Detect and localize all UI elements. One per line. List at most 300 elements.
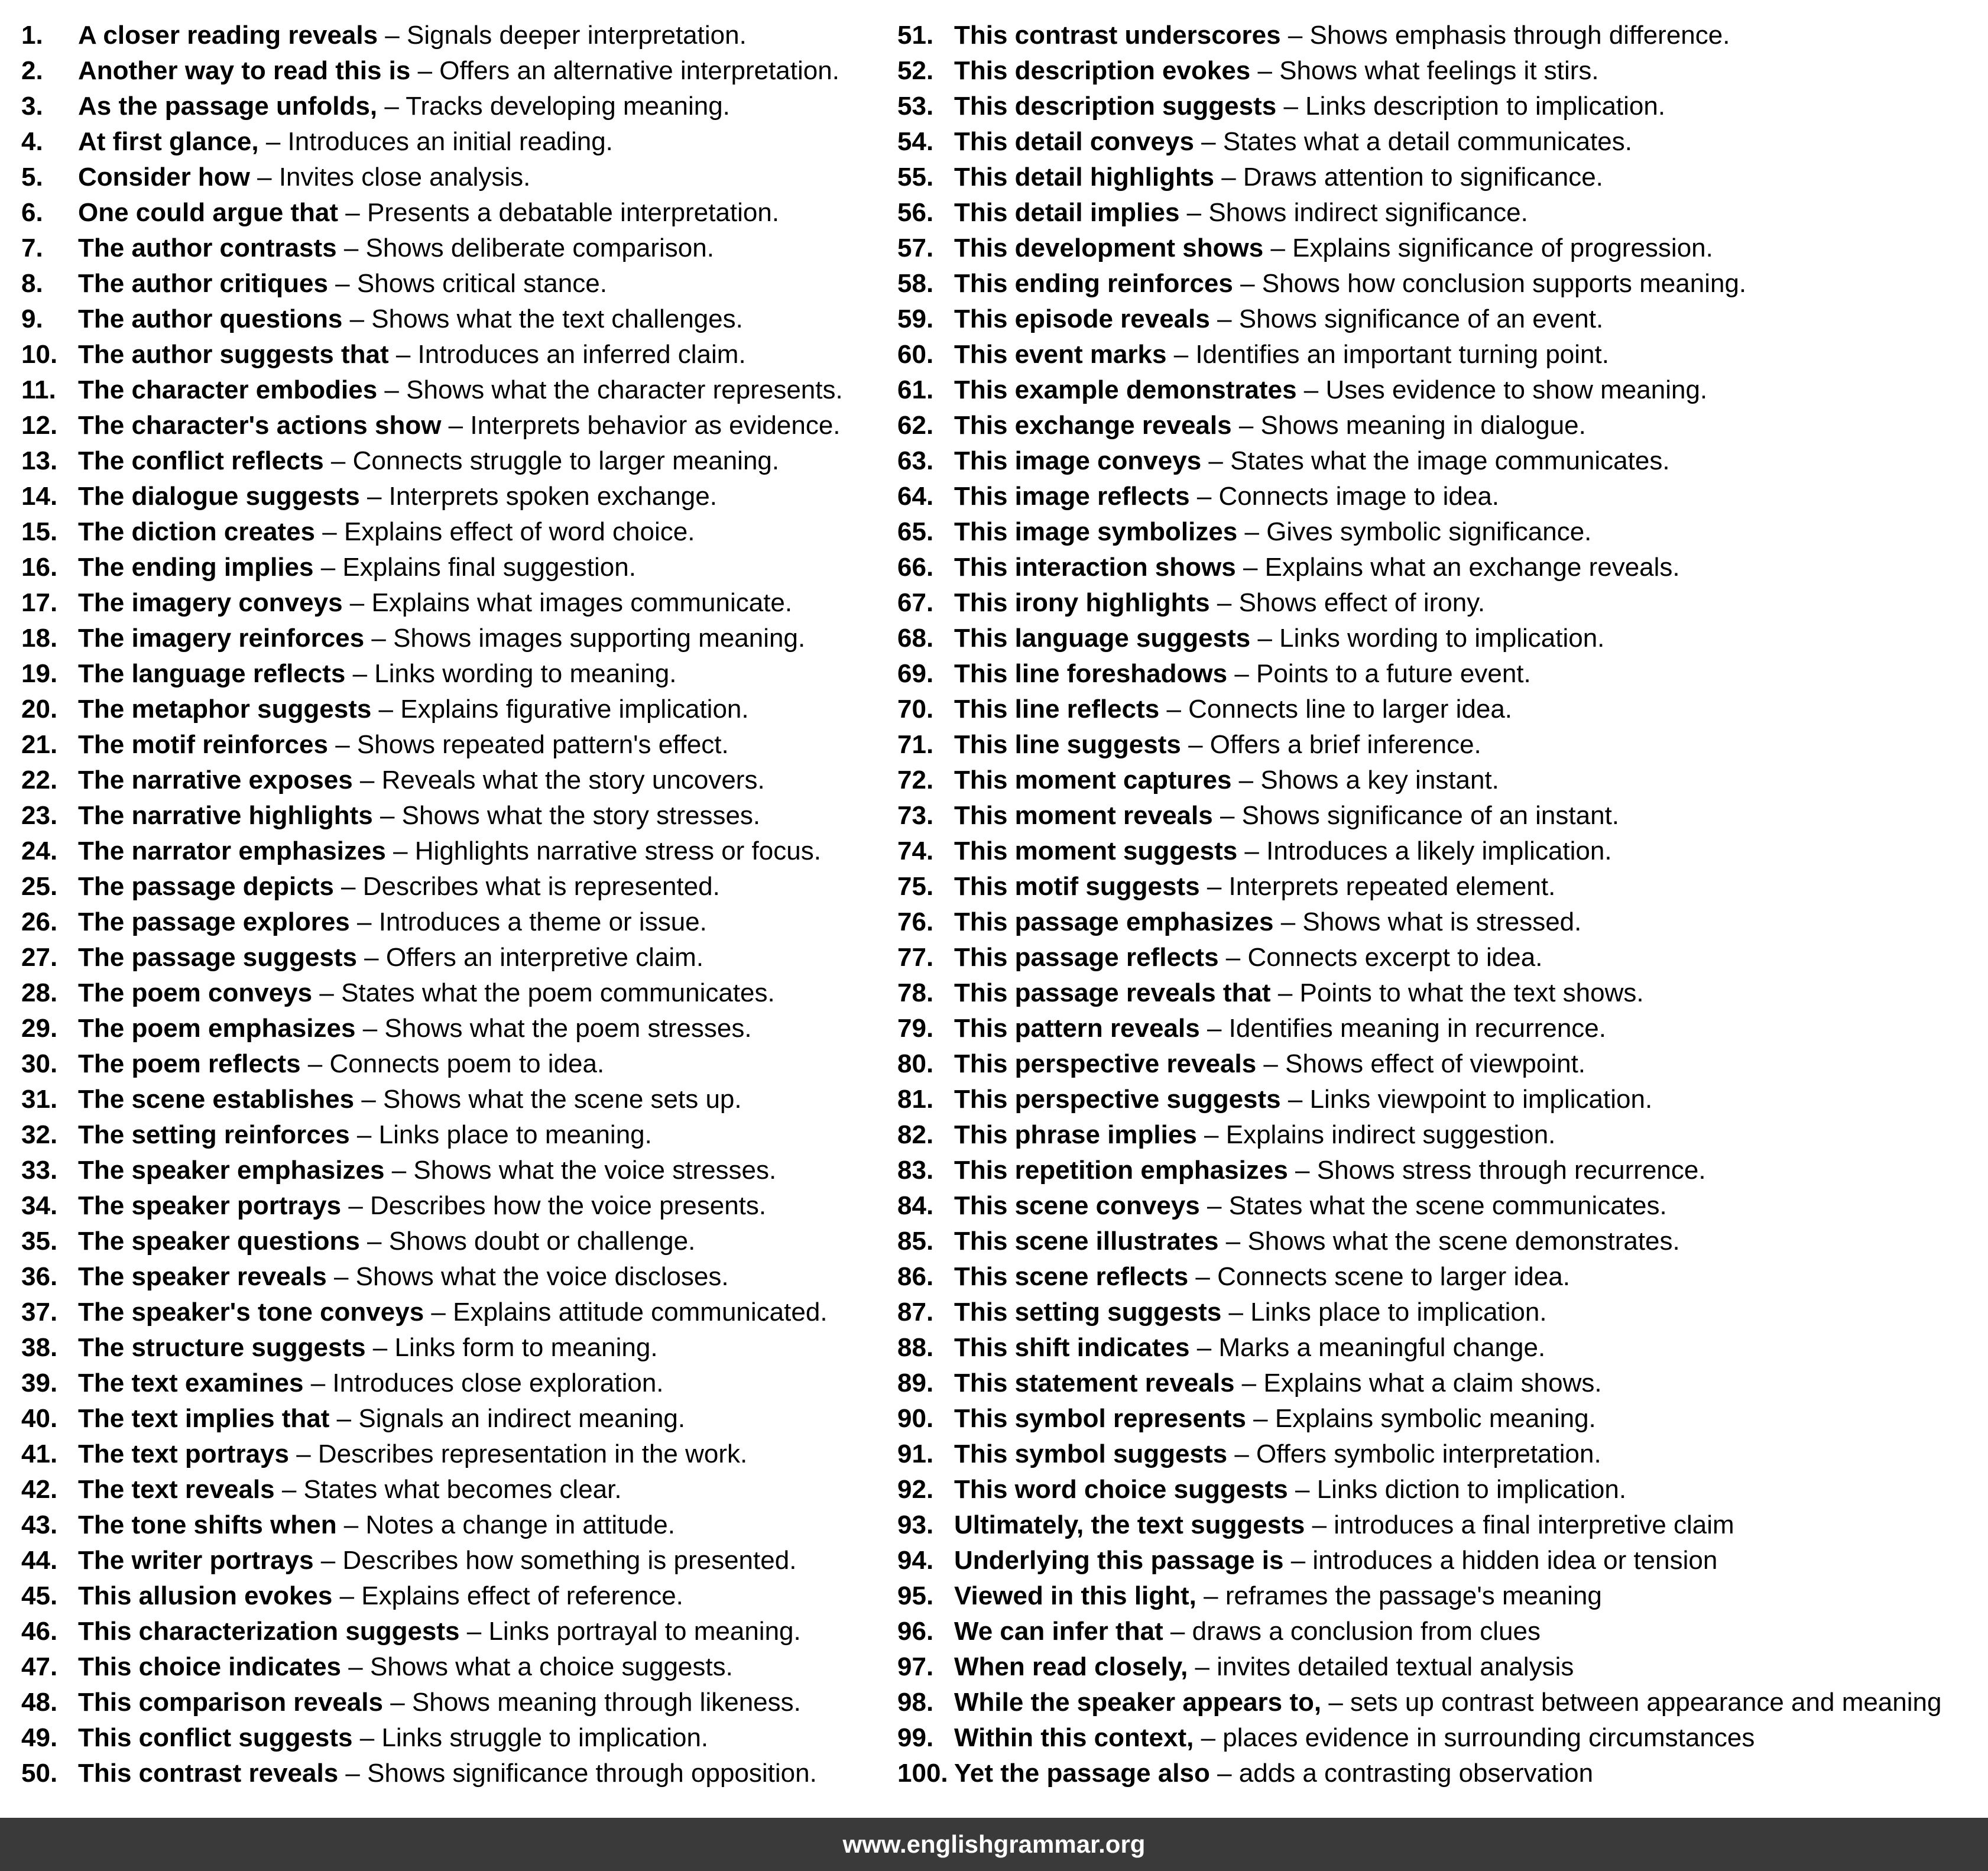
list-item [897, 1437, 1961, 1472]
item-number: 23. [21, 801, 58, 830]
item-number: 8. [21, 269, 43, 298]
item-number: 18. [21, 624, 58, 653]
item-number: 4. [21, 127, 43, 156]
list-item [21, 834, 897, 869]
item-separator: – [1209, 304, 1239, 333]
item-phrase: When read closely, [954, 1652, 1188, 1681]
footer-website[interactable]: www.englishgrammar.org [842, 1830, 1146, 1858]
item-text [78, 1330, 658, 1366]
item-separator: – [1196, 1120, 1226, 1149]
item-text [78, 1472, 622, 1507]
item-description: Shows meaning through likeness. [411, 1688, 801, 1717]
item-phrase: The passage suggests [78, 943, 357, 972]
item-phrase: This characterization suggests [78, 1617, 460, 1646]
item-phrase: This development shows [954, 234, 1264, 262]
item-separator: – [1263, 234, 1293, 262]
item-phrase: Ultimately, the text suggests [954, 1510, 1305, 1539]
item-separator: – [459, 1617, 489, 1646]
item-text [78, 869, 720, 904]
item-number: 84. [897, 1191, 934, 1220]
item-separator: – [1246, 1404, 1275, 1433]
item-description: Gives symbolic significance. [1266, 517, 1592, 546]
item-number: 17. [21, 588, 58, 617]
item-separator: – [1288, 1156, 1317, 1185]
item-number: 96. [897, 1617, 934, 1646]
item-phrase: The speaker portrays [78, 1191, 342, 1220]
list-item [21, 1614, 897, 1649]
item-separator: – [410, 56, 440, 85]
list-item [21, 1153, 897, 1188]
item-description: Shows critical stance. [356, 269, 607, 298]
item-number: 48. [21, 1688, 58, 1717]
item-description: Describes representation in the work. [317, 1439, 748, 1468]
list-item [897, 656, 1961, 692]
item-description: Describes how something is presented. [342, 1546, 797, 1575]
item-text [78, 656, 676, 692]
item-number: 12. [21, 411, 58, 440]
item-description: Shows what the poem stresses. [384, 1014, 752, 1043]
item-text [954, 1082, 1652, 1117]
item-text [78, 372, 843, 408]
list-item [897, 621, 1961, 656]
item-text [78, 621, 805, 656]
list-item [897, 1649, 1961, 1685]
item-description: Explains what images communicate. [371, 588, 793, 617]
item-text [954, 1011, 1606, 1046]
item-phrase: The speaker questions [78, 1227, 360, 1256]
item-separator: – [1221, 1298, 1251, 1327]
item-separator: – [1270, 978, 1300, 1007]
item-phrase: This episode reveals [954, 304, 1210, 333]
list-item [897, 89, 1961, 124]
item-number: 20. [21, 695, 58, 724]
list-item [21, 585, 897, 621]
item-number: 35. [21, 1227, 58, 1256]
item-text [78, 1082, 742, 1117]
item-description: Explains attitude communicated. [453, 1298, 828, 1327]
item-description: Signals an indirect meaning. [358, 1404, 686, 1433]
list-item [897, 1543, 1961, 1578]
item-phrase: The passage explores [78, 907, 350, 936]
item-description: Describes what is represented. [362, 872, 720, 901]
item-phrase: This passage emphasizes [954, 907, 1274, 936]
list-item [897, 443, 1961, 479]
list-item [21, 1720, 897, 1756]
item-separator: – [385, 836, 415, 865]
item-text [78, 585, 792, 621]
item-text [954, 1330, 1545, 1366]
item-number: 9. [21, 304, 43, 333]
item-separator: – [303, 1369, 333, 1397]
item-phrase: This image reflects [954, 482, 1190, 511]
item-separator: – [1212, 801, 1242, 830]
item-number: 56. [897, 198, 934, 227]
item-text [954, 1472, 1626, 1507]
item-description: Offers symbolic interpretation. [1256, 1439, 1601, 1468]
item-phrase: This line foreshadows [954, 659, 1228, 688]
item-text [78, 1259, 729, 1295]
list-item [897, 834, 1961, 869]
item-description: Offers an alternative interpretation. [439, 56, 839, 85]
item-phrase: This statement reveals [954, 1369, 1235, 1397]
item-separator: – [341, 1652, 370, 1681]
list-item [897, 1153, 1961, 1188]
item-phrase: This choice indicates [78, 1652, 342, 1681]
item-number: 70. [897, 695, 934, 724]
item-description: Shows images supporting meaning. [393, 624, 806, 653]
item-separator: – [372, 801, 402, 830]
item-phrase: The diction creates [78, 517, 316, 546]
list-item [21, 1224, 897, 1259]
item-number: 100. [897, 1759, 948, 1788]
item-text [78, 1720, 708, 1756]
item-separator: – [1166, 340, 1196, 369]
item-separator: – [1276, 92, 1306, 121]
item-separator: – [1218, 1227, 1248, 1256]
item-number: 34. [21, 1191, 58, 1220]
item-phrase: The author contrasts [78, 234, 337, 262]
item-number: 49. [21, 1723, 58, 1752]
item-text [954, 1685, 1941, 1720]
item-number: 76. [897, 907, 934, 936]
item-number: 82. [897, 1120, 934, 1149]
item-description: Explains indirect suggestion. [1225, 1120, 1556, 1149]
item-text [954, 1720, 1755, 1756]
item-phrase: Consider how [78, 163, 250, 192]
phrase-list [21, 18, 1972, 1791]
item-number: 15. [21, 517, 58, 546]
item-number: 75. [897, 872, 934, 901]
item-phrase: The motif reinforces [78, 730, 328, 759]
item-description: Shows what the scene sets up. [383, 1085, 742, 1114]
item-separator: – [342, 588, 372, 617]
list-item [897, 763, 1961, 798]
item-phrase: The author critiques [78, 269, 328, 298]
item-number: 21. [21, 730, 58, 759]
list-item [21, 443, 897, 479]
item-description: Connects poem to idea. [329, 1049, 605, 1078]
list-item [897, 1507, 1961, 1543]
item-phrase: Yet the passage also [954, 1759, 1210, 1788]
item-description: sets up contrast between appearance and meaning [1350, 1688, 1942, 1717]
item-description: Shows what the voice stresses. [413, 1156, 777, 1185]
item-phrase: This conflict suggests [78, 1723, 353, 1752]
item-text [954, 940, 1542, 975]
list-item [897, 1082, 1961, 1117]
phrase-column-left [21, 18, 897, 1791]
list-item [897, 798, 1961, 834]
item-number: 30. [21, 1049, 58, 1078]
item-separator: – [355, 1014, 385, 1043]
item-phrase: Within this context, [954, 1723, 1194, 1752]
item-description: Interprets behavior as evidence. [470, 411, 841, 440]
item-separator: – [383, 1688, 412, 1717]
item-phrase: The poem reflects [78, 1049, 301, 1078]
item-separator: – [1163, 1617, 1192, 1646]
item-phrase: This symbol suggests [954, 1439, 1228, 1468]
item-number: 85. [897, 1227, 934, 1256]
item-text [78, 834, 821, 869]
item-text [78, 443, 779, 479]
item-description: Shows meaning in dialogue. [1260, 411, 1586, 440]
item-separator: – [313, 553, 343, 582]
list-item [21, 692, 897, 727]
item-number: 36. [21, 1262, 58, 1291]
item-phrase: This moment captures [954, 766, 1232, 795]
item-phrase: The narrative exposes [78, 766, 353, 795]
item-text [78, 195, 779, 231]
item-number: 57. [897, 234, 934, 262]
item-description: Links diction to implication. [1316, 1475, 1627, 1504]
item-separator: – [1194, 1723, 1223, 1752]
item-description: Points to what the text shows. [1299, 978, 1644, 1007]
item-phrase: The imagery reinforces [78, 624, 365, 653]
item-description: Explains figurative implication. [400, 695, 749, 724]
list-item [21, 1295, 897, 1330]
item-text [954, 1295, 1547, 1330]
item-description: Marks a meaningful change. [1218, 1333, 1546, 1362]
item-phrase: The speaker emphasizes [78, 1156, 385, 1185]
item-number: 80. [897, 1049, 934, 1078]
item-phrase: The character embodies [78, 375, 378, 404]
list-item [897, 1224, 1961, 1259]
item-description: Links description to implication. [1305, 92, 1666, 121]
item-number: 92. [897, 1475, 934, 1504]
list-item [21, 1649, 897, 1685]
list-item [21, 1046, 897, 1082]
item-description: Shows emphasis through difference. [1309, 21, 1730, 50]
item-separator: – [313, 1546, 343, 1575]
list-item [21, 1330, 897, 1366]
item-separator: – [326, 1262, 356, 1291]
item-text [78, 231, 714, 266]
item-number: 42. [21, 1475, 58, 1504]
item-text [954, 89, 1665, 124]
item-text [78, 940, 703, 975]
item-description: Shows significance of an instant. [1241, 801, 1620, 830]
item-phrase: The writer portrays [78, 1546, 314, 1575]
item-text [78, 904, 707, 940]
item-text [954, 231, 1713, 266]
list-item [21, 1507, 897, 1543]
item-description: Notes a change in attitude. [365, 1510, 675, 1539]
item-phrase: The speaker's tone conveys [78, 1298, 424, 1327]
item-phrase: The poem emphasizes [78, 1014, 356, 1043]
item-separator: – [336, 1510, 366, 1539]
item-phrase: This image symbolizes [954, 517, 1238, 546]
item-number: 53. [897, 92, 934, 121]
item-description: Introduces a theme or issue. [378, 907, 707, 936]
item-separator: – [1189, 1333, 1219, 1362]
item-text [954, 53, 1599, 89]
item-description: Explains final suggestion. [342, 553, 636, 582]
item-number: 74. [897, 836, 934, 865]
item-number: 62. [897, 411, 934, 440]
item-separator: – [1227, 659, 1257, 688]
item-text [954, 1366, 1602, 1401]
item-separator: – [1218, 943, 1248, 972]
item-description: Shows what the voice discloses. [355, 1262, 729, 1291]
item-text [954, 1259, 1570, 1295]
item-phrase: The poem conveys [78, 978, 313, 1007]
item-phrase: This allusion evokes [78, 1581, 333, 1610]
item-text [954, 1578, 1602, 1614]
item-phrase: Another way to read this is [78, 56, 411, 85]
item-phrase: This language suggests [954, 624, 1251, 653]
item-phrase: This pattern reveals [954, 1014, 1200, 1043]
item-separator: – [371, 695, 401, 724]
item-separator: – [349, 907, 379, 936]
item-description: Highlights narrative stress or focus. [414, 836, 821, 865]
item-phrase: This line reflects [954, 695, 1160, 724]
item-separator: – [1250, 56, 1280, 85]
item-phrase: The character's actions show [78, 411, 442, 440]
item-phrase: The text implies that [78, 1404, 330, 1433]
item-number: 32. [21, 1120, 58, 1149]
item-description: Shows what the text challenges. [371, 304, 743, 333]
item-separator: – [1305, 1510, 1334, 1539]
item-separator: – [1288, 1475, 1317, 1504]
list-item [897, 337, 1961, 372]
item-number: 58. [897, 269, 934, 298]
list-item [897, 550, 1961, 585]
item-number: 59. [897, 304, 934, 333]
item-phrase: This ending reinforces [954, 269, 1233, 298]
list-item [897, 479, 1961, 514]
item-description: Introduces close exploration. [332, 1369, 664, 1397]
item-text [78, 1437, 747, 1472]
item-description: Shows stress through recurrence. [1316, 1156, 1706, 1185]
list-item [21, 1259, 897, 1295]
item-description: Explains effect of reference. [361, 1581, 683, 1610]
item-phrase: The author questions [78, 304, 343, 333]
item-description: Introduces an inferred claim. [417, 340, 746, 369]
item-phrase: This perspective reveals [954, 1049, 1257, 1078]
item-number: 5. [21, 163, 43, 192]
item-text [78, 337, 746, 372]
list-item [21, 160, 897, 195]
item-description: reframes the passage's meaning [1225, 1581, 1602, 1610]
item-number: 47. [21, 1652, 58, 1681]
item-separator: – [352, 766, 382, 795]
item-number: 44. [21, 1546, 58, 1575]
item-text [78, 160, 530, 195]
list-item [21, 550, 897, 585]
item-phrase: This irony highlights [954, 588, 1210, 617]
item-separator: – [1273, 907, 1303, 936]
item-text [954, 1188, 1667, 1224]
item-phrase: This moment suggests [954, 836, 1238, 865]
item-number: 11. [21, 375, 56, 404]
list-item [897, 1366, 1961, 1401]
item-phrase: The narrator emphasizes [78, 836, 386, 865]
item-text [78, 975, 775, 1011]
item-description: Shows effect of viewpoint. [1285, 1049, 1586, 1078]
item-phrase: A closer reading reveals [78, 21, 378, 50]
item-description: Connects line to larger idea. [1188, 695, 1513, 724]
item-separator: – [323, 446, 353, 475]
item-description: Shows a key instant. [1260, 766, 1499, 795]
item-text [78, 1011, 752, 1046]
item-separator: – [1237, 517, 1267, 546]
item-number: 69. [897, 659, 934, 688]
item-description: adds a contrasting observation [1238, 1759, 1594, 1788]
list-item [21, 89, 897, 124]
item-phrase: The metaphor suggests [78, 695, 372, 724]
list-item [21, 1401, 897, 1437]
item-separator: – [377, 92, 406, 121]
item-description: Links place to meaning. [378, 1120, 652, 1149]
item-description: Explains what an exchange reveals. [1264, 553, 1680, 582]
item-text [78, 53, 839, 89]
item-number: 93. [897, 1510, 934, 1539]
list-item [21, 1756, 897, 1791]
item-separator: – [1189, 482, 1219, 511]
item-text [954, 1437, 1601, 1472]
item-separator: – [1181, 730, 1210, 759]
list-item [21, 869, 897, 904]
item-description: States what becomes clear. [303, 1475, 622, 1504]
item-description: Shows deliberate comparison. [365, 234, 714, 262]
list-item [897, 1117, 1961, 1153]
item-number: 86. [897, 1262, 934, 1291]
item-description: Connects scene to larger idea. [1217, 1262, 1570, 1291]
item-phrase: This comparison reveals [78, 1688, 383, 1717]
list-item [897, 1401, 1961, 1437]
item-text [78, 479, 717, 514]
item-description: Shows what feelings it stirs. [1279, 56, 1599, 85]
item-separator: – [336, 234, 366, 262]
item-description: Offers an interpretive claim. [385, 943, 704, 972]
item-separator: – [352, 1723, 382, 1752]
list-item [21, 975, 897, 1011]
item-text [954, 1756, 1593, 1791]
item-number: 71. [897, 730, 934, 759]
item-separator: – [338, 198, 367, 227]
list-item [21, 266, 897, 301]
item-description: Interprets spoken exchange. [388, 482, 717, 511]
item-description: States what the poem communicates. [341, 978, 775, 1007]
list-item [897, 727, 1961, 763]
item-phrase: This image conveys [954, 446, 1202, 475]
item-text [954, 1614, 1541, 1649]
item-number: 46. [21, 1617, 58, 1646]
item-description: Identifies meaning in recurrence. [1228, 1014, 1606, 1043]
item-text [954, 1401, 1596, 1437]
item-number: 38. [21, 1333, 58, 1362]
item-text [954, 656, 1531, 692]
item-number: 66. [897, 553, 934, 582]
list-item [897, 1188, 1961, 1224]
item-text [78, 266, 607, 301]
item-number: 27. [21, 943, 58, 972]
item-phrase: Viewed in this light, [954, 1581, 1196, 1610]
item-number: 68. [897, 624, 934, 653]
list-item [897, 1330, 1961, 1366]
item-number: 31. [21, 1085, 58, 1114]
item-separator: – [1196, 1581, 1225, 1610]
item-phrase: The text portrays [78, 1439, 289, 1468]
item-description: Signals deeper interpretation. [407, 21, 747, 50]
item-phrase: This detail conveys [954, 127, 1194, 156]
list-item [21, 763, 897, 798]
item-description: places evidence in surrounding circumstances [1222, 1723, 1755, 1752]
item-phrase: This line suggests [954, 730, 1181, 759]
item-separator: – [327, 269, 357, 298]
item-number: 89. [897, 1369, 934, 1397]
item-phrase: This moment reveals [954, 801, 1213, 830]
item-text [954, 160, 1603, 195]
